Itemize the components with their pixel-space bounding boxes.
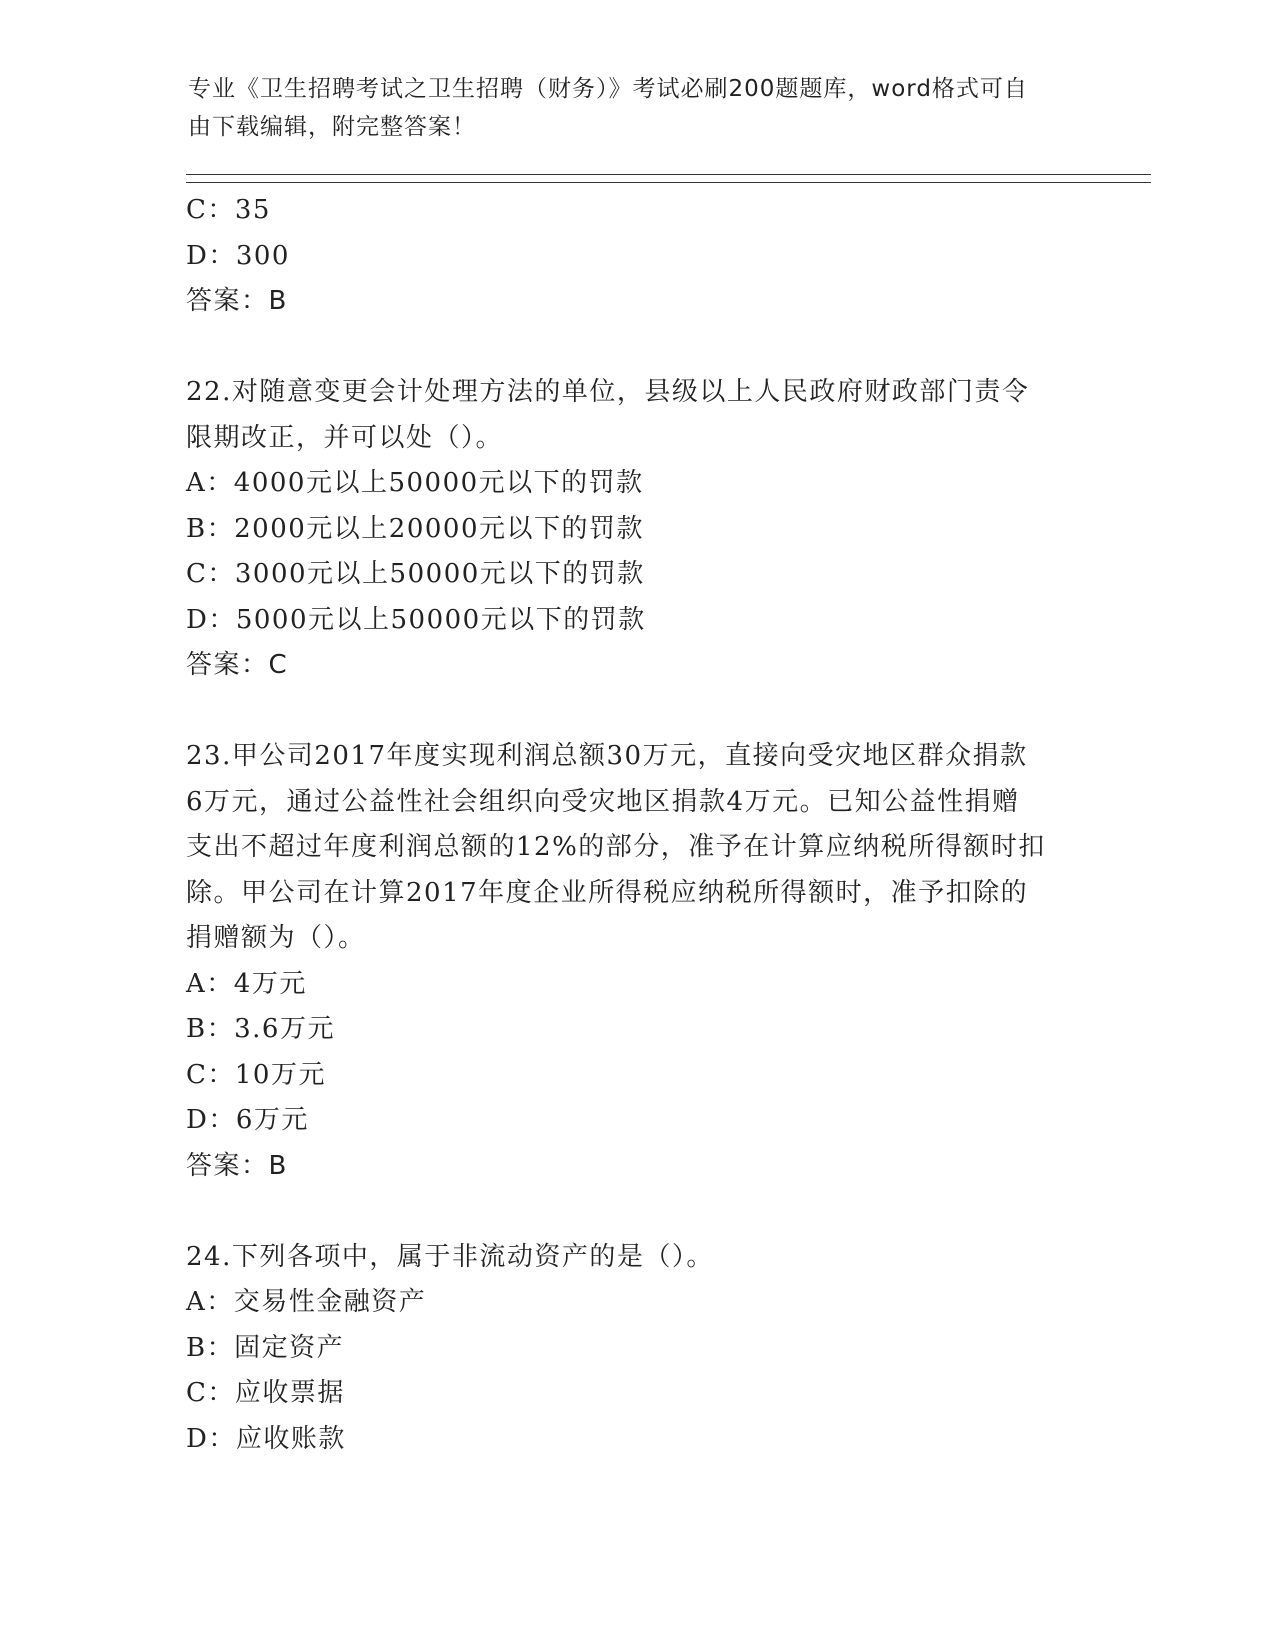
answer-line: 答案：B (186, 1150, 288, 1181)
question-21-continued (186, 188, 1086, 325)
question-stem: 支出不超过年度利润总额的12%的部分，准予在计算应纳税所得额时扣 (186, 832, 1046, 862)
option-b: B：固定资产 (186, 1332, 345, 1363)
question-stem: 限期改正，并可以处（）。 (186, 422, 504, 453)
question-stem: 6万元，通过公益性社会组织向受灾地区捐款4万元。已知公益性捐赠 (186, 786, 1020, 817)
option-a: A：4万元 (186, 968, 307, 999)
option-a: A：4000元以上50000元以下的罚款 (186, 468, 644, 498)
question-stem: 除。甲公司在计算2017年度企业所得税应纳税所得额时，准予扣除的 (186, 877, 1029, 908)
option-d: D：300 (186, 240, 290, 271)
option-c: C：10万元 (186, 1059, 326, 1090)
question-stem: 23.甲公司2017年度实现利润总额30万元，直接向受灾地区群众捐款 (186, 741, 1028, 771)
answer-line: 答案：B (186, 286, 288, 316)
question-23 (186, 734, 1086, 1189)
spacer (186, 689, 1086, 735)
option-c: C：3000元以上50000元以下的罚款 (186, 559, 645, 589)
question-stem: 捐赠额为（）。 (186, 923, 366, 953)
question-stem: 24.下列各项中，属于非流动资产的是（）。 (186, 1241, 714, 1272)
header-rule-bottom (186, 182, 1151, 183)
document-body (186, 188, 1086, 1462)
question-22 (186, 370, 1086, 689)
header-title-line-1: 专业《卫生招聘考试之卫生招聘（财务）》考试必刷200题题库，word格式可自 (188, 76, 1028, 102)
option-d: D：5000元以上50000元以下的罚款 (186, 604, 646, 635)
header-title-line-2: 由下载编辑，附完整答案！ (188, 114, 476, 140)
option-d: D：应收账款 (186, 1423, 346, 1454)
option-b: B：3.6万元 (186, 1014, 335, 1044)
question-stem: 22.对随意变更会计处理方法的单位，县级以上人民政府财政部门责令 (186, 377, 1030, 407)
answer-line: 答案：C (186, 650, 289, 680)
option-a: A：交易性金融资产 (186, 1287, 427, 1317)
option-c: C：35 (186, 195, 271, 225)
question-24 (186, 1235, 1086, 1463)
spacer (186, 1189, 1086, 1235)
page-header (188, 70, 1068, 146)
spacer (186, 325, 1086, 371)
option-c: C：应收票据 (186, 1378, 345, 1408)
option-b: B：2000元以上20000元以下的罚款 (186, 513, 644, 544)
option-d: D：6万元 (186, 1105, 309, 1135)
header-rule-top (186, 174, 1151, 175)
